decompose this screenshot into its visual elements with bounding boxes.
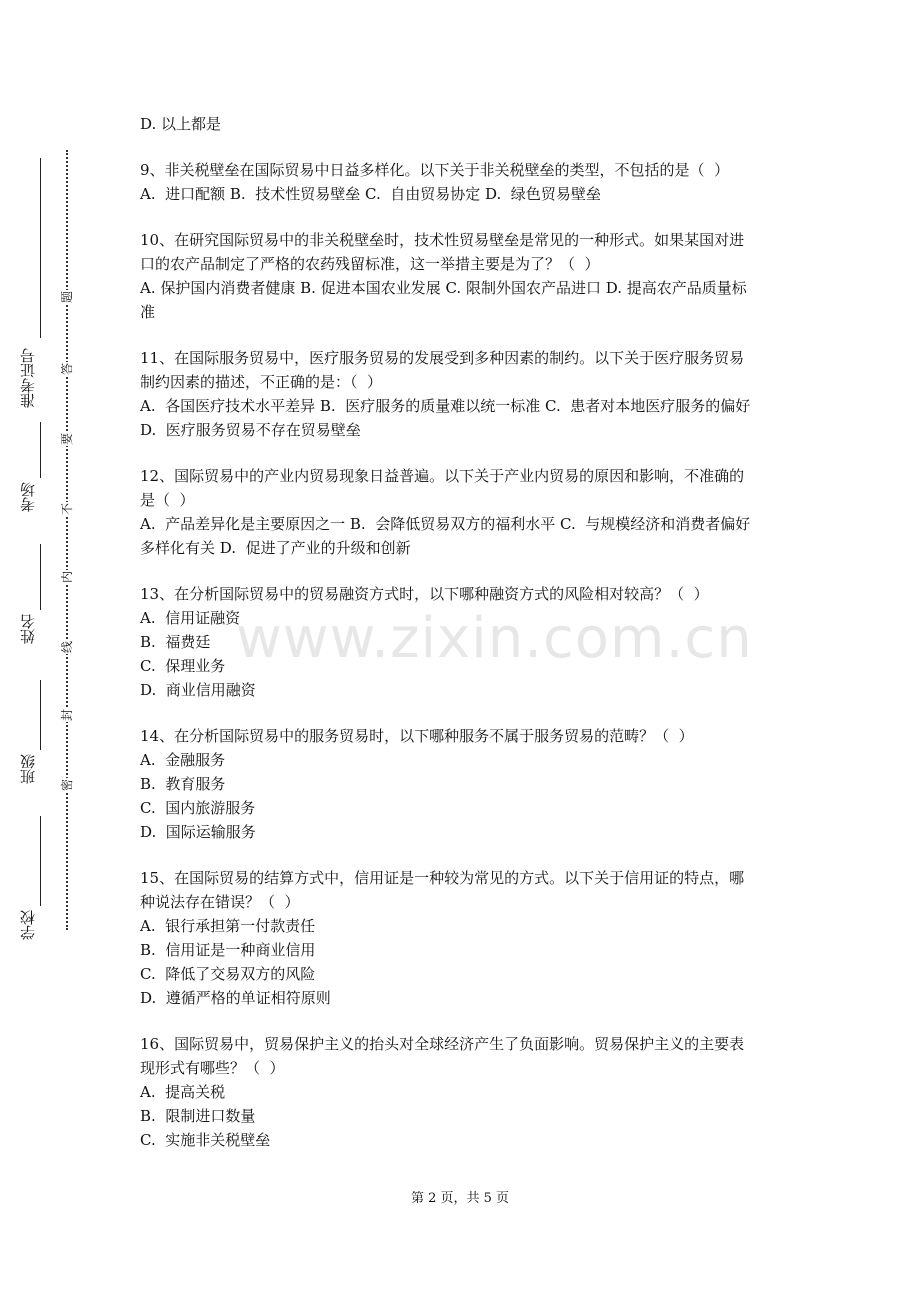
name-field <box>18 544 48 674</box>
question-options: A. 产品差异化是主要原因之一 B. 会降低贸易双方的福利水平 C. 与规模经济和消费者偏好 <box>140 515 751 533</box>
exam-number-field <box>18 158 48 420</box>
seal-char: 封 <box>60 709 74 722</box>
option-b: B. 福费廷 <box>140 633 211 651</box>
question-line: 11、在国际服务贸易中，医疗服务贸易的发展受到多种因素的制约。以下关于医疗服务贸易 <box>140 349 745 367</box>
option-b: B. 教育服务 <box>140 775 226 793</box>
option-a: A. 提高关税 <box>140 1083 226 1101</box>
school-label: 学校 <box>19 910 37 940</box>
question-options: 准 <box>140 303 156 321</box>
option-a: A. 信用证融资 <box>140 609 241 627</box>
seal-char: 不 <box>60 503 74 516</box>
question-line: 16、国际贸易中，贸易保护主义的抬头对全球经济产生了负面影响。贸易保护主义的主要表 <box>140 1035 745 1053</box>
class-line[interactable] <box>40 680 41 750</box>
binding-margin <box>0 140 100 960</box>
name-label: 姓名 <box>19 614 37 644</box>
option-c: C. 实施非关税壁垒 <box>140 1131 271 1149</box>
exam-room-label: 考场 <box>19 482 37 512</box>
question-11 <box>140 346 785 442</box>
option-c: C. 降低了交易双方的风险 <box>140 965 316 983</box>
seal-char: 题 <box>60 291 74 304</box>
question-16 <box>140 1032 785 1152</box>
question-line: 种说法存在错误？（ ） <box>140 893 300 911</box>
page-number-footer: 第 2 页，共 5 页 <box>410 1191 510 1206</box>
exam-room-line[interactable] <box>40 422 41 478</box>
question-line: 10、在研究国际贸易中的非关税壁垒时，技术性贸易壁垒是常见的一种形式。如果某国对进 <box>140 231 745 249</box>
class-label: 班级 <box>19 754 37 784</box>
exam-room-field <box>18 422 48 542</box>
question-15 <box>140 866 785 1010</box>
question-options: 多样化有关 D. 促进了产业的升级和创新 <box>140 539 411 557</box>
option-d: D. 遵循严格的单证相符原则 <box>140 989 331 1007</box>
question-9 <box>140 158 785 206</box>
option-c: C. 国内旅游服务 <box>140 799 256 817</box>
option-c: C. 保理业务 <box>140 657 226 675</box>
option-b: B. 信用证是一种商业信用 <box>140 941 316 959</box>
student-info-column <box>18 140 48 960</box>
question-line: 现形式有哪些？（ ） <box>140 1059 285 1077</box>
question-line: 口的农产品制定了严格的农药残留标准，这一举措主要是为了？（ ） <box>140 255 600 273</box>
question-12 <box>140 464 785 560</box>
watermark: www.zixin.com.cn <box>236 606 753 671</box>
exam-number-label: 准考证号 <box>19 348 37 408</box>
question-line: 15、在国际贸易的结算方式中，信用证是一种较为常见的方式。以下关于信用证的特点，哪 <box>140 869 745 887</box>
question-13 <box>140 582 785 702</box>
previous-question-option: D. 以上都是 <box>140 115 222 133</box>
seal-char: 答 <box>60 363 74 376</box>
question-line: 是（ ） <box>140 491 195 509</box>
seal-char: 要 <box>60 433 74 446</box>
school-line[interactable] <box>40 816 41 906</box>
seal-char: 线 <box>60 641 74 654</box>
question-options: A. 保护国内消费者健康 B. 促进本国农业发展 C. 限制外国农产品进口 D. 提高农产品质量标 <box>140 279 747 297</box>
option-d: D. 商业信用融资 <box>140 681 256 699</box>
question-line: 9、非关税壁垒在国际贸易中日益多样化。以下关于非关税壁垒的类型，不包括的是（ ） <box>140 161 730 179</box>
question-line: 13、在分析国际贸易中的贸易融资方式时，以下哪种融资方式的风险相对较高？（ ） <box>140 585 709 603</box>
question-content <box>140 112 785 1174</box>
name-line[interactable] <box>40 544 41 610</box>
question-line: 12、国际贸易中的产业内贸易现象日益普遍。以下关于产业内贸易的原因和影响，不准确的 <box>140 467 745 485</box>
seal-dotted-line <box>66 150 68 930</box>
option-d: D. 国际运输服务 <box>140 823 256 841</box>
option-a: A. 银行承担第一付款责任 <box>140 917 316 935</box>
seal-char: 密 <box>60 779 74 792</box>
seal-char: 内 <box>60 571 74 584</box>
question-line: 14、在分析国际贸易中的服务贸易时，以下哪种服务不属于服务贸易的范畴？（ ） <box>140 727 694 745</box>
school-field <box>18 816 48 956</box>
question-14 <box>140 724 785 844</box>
question-10 <box>140 228 785 324</box>
option-b: B. 限制进口数量 <box>140 1107 256 1125</box>
class-field <box>18 680 48 810</box>
exam-number-line[interactable] <box>40 158 41 338</box>
option-a: A. 金融服务 <box>140 751 226 769</box>
question-line: 制约因素的描述，不正确的是：（ ） <box>140 373 383 391</box>
question-options: D. 医疗服务贸易不存在贸易壁垒 <box>140 421 361 439</box>
question-options: A. 进口配额 B. 技术性贸易壁垒 C. 自由贸易协定 D. 绿色贸易壁垒 <box>140 185 601 203</box>
question-options: A. 各国医疗技术水平差异 B. 医疗服务的质量难以统一标准 C. 患者对本地医疗服务的偏好 <box>140 397 751 415</box>
